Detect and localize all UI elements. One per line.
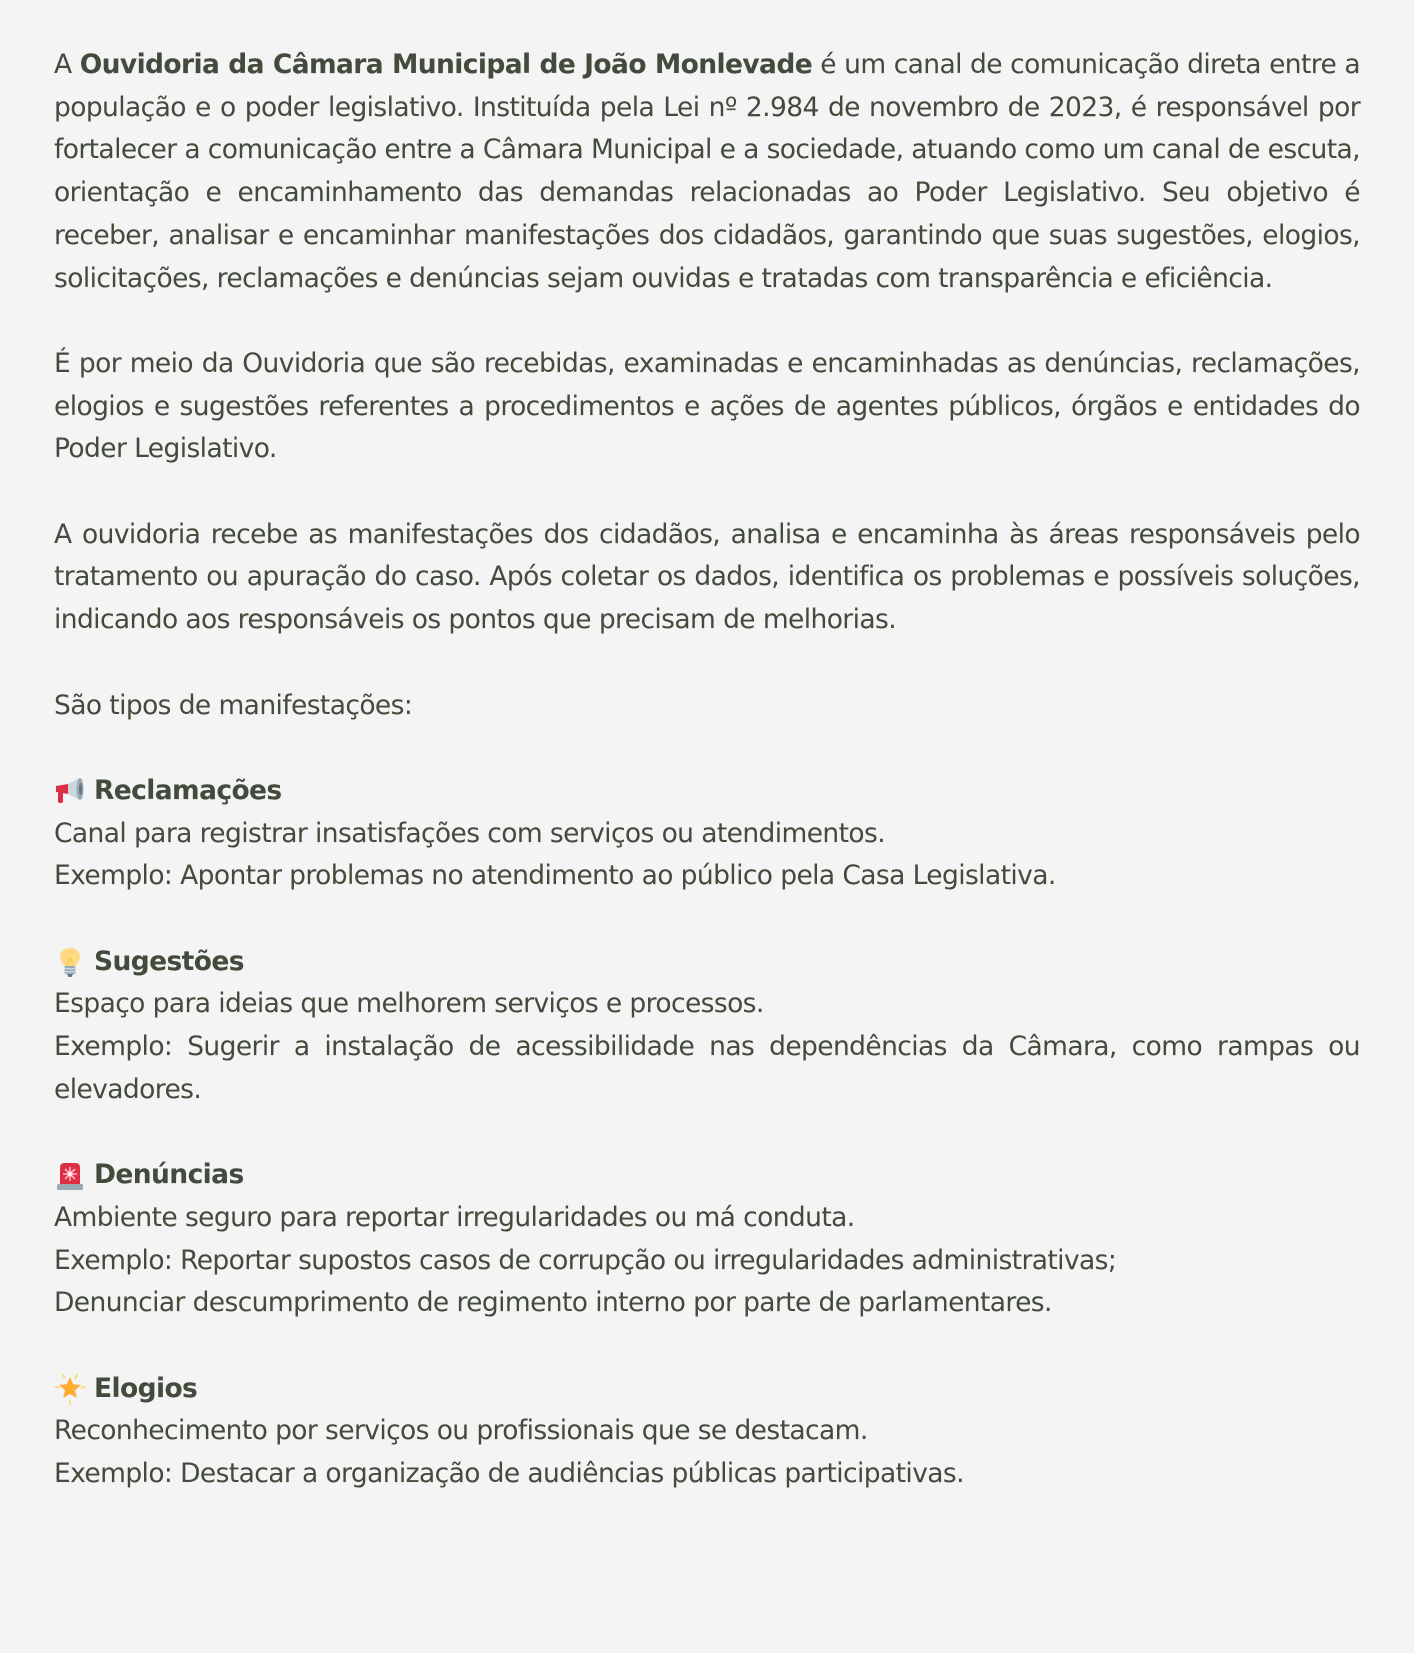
type-sugestoes (54, 941, 1360, 1112)
type-description: Ambiente seguro para reportar irregularidades ou má conduta. (54, 1201, 855, 1233)
type-title: Denúncias (94, 1159, 244, 1191)
type-reclamacoes (54, 770, 1360, 898)
type-title: Reclamações (94, 774, 282, 806)
type-description: Canal para registrar insatisfações com serviços ou atendimentos. (54, 817, 886, 849)
intro-prefix: A (54, 49, 80, 80)
type-title: Elogios (94, 1372, 198, 1404)
glowing-star-icon (54, 1373, 86, 1405)
police-light-icon (54, 1160, 86, 1192)
paragraph-2: É por meio da Ouvidoria que são recebidas, examinadas e encaminhadas as denúncias, reclamações, elogios e sugestões referentes a procedimentos e ações de agentes públicos, órgãos e entidades do Poder Legislativo. (54, 347, 1360, 465)
type-heading (54, 1368, 1360, 1411)
type-heading (54, 1154, 1360, 1197)
types-intro: São tipos de manifestações: (54, 689, 413, 721)
light-bulb-icon (54, 946, 86, 978)
type-description: Reconhecimento por serviços ou profissionais que se destacam. (54, 1415, 868, 1447)
type-denuncias (54, 1154, 1360, 1325)
type-example: Exemplo: Reportar supostos casos de corrupção ou irregularidades administrativas; (54, 1244, 1117, 1276)
type-heading (54, 770, 1360, 813)
type-example: Exemplo: Apontar problemas no atendimento ao público pela Casa Legislativa. (54, 860, 1056, 892)
type-elogios (54, 1368, 1360, 1496)
intro-paragraph (54, 44, 1360, 300)
type-example: Exemplo: Sugerir a instalação de acessibilidade nas dependências da Câmara, como rampas ou elevadores. (54, 1031, 1360, 1105)
type-example-continued: Denunciar descumprimento de regimento interno por parte de parlamentares. (54, 1287, 1052, 1319)
intro-text: é um canal de comunicação direta entre a população e o poder legislativo. Instituída pela Lei nº 2.984 de novembro de 2023, é responsável por fortalecer a comunicação entre a Câmara Municipal e a sociedade, atuando como um canal de escuta, orientação e encaminhamento das demandas relacionadas ao Poder Legislativo. Seu objetivo é receber, analisar e encaminhar manifestações dos cidadãos, garantindo que suas sugestões, elogios, solicitações, reclamações e denúncias sejam ouvidas e tratadas com transparência e eficiência. (54, 49, 1360, 294)
type-heading (54, 941, 1360, 984)
org-name: Ouvidoria da Câmara Municipal de João Monlevade (79, 49, 813, 80)
type-title: Sugestões (94, 945, 244, 977)
paragraph-3: A ouvidoria recebe as manifestações dos cidadãos, analisa e encaminha às áreas responsáveis pelo tratamento ou apuração do caso. Após coletar os dados, identifica os problemas e possíveis soluções, indicando aos responsáveis os pontos que precisam de melhorias. (54, 518, 1360, 636)
megaphone-icon (54, 775, 86, 807)
type-example: Exemplo: Destacar a organização de audiências públicas participativas. (54, 1458, 964, 1490)
type-description: Espaço para ideias que melhorem serviços e processos. (54, 988, 764, 1020)
